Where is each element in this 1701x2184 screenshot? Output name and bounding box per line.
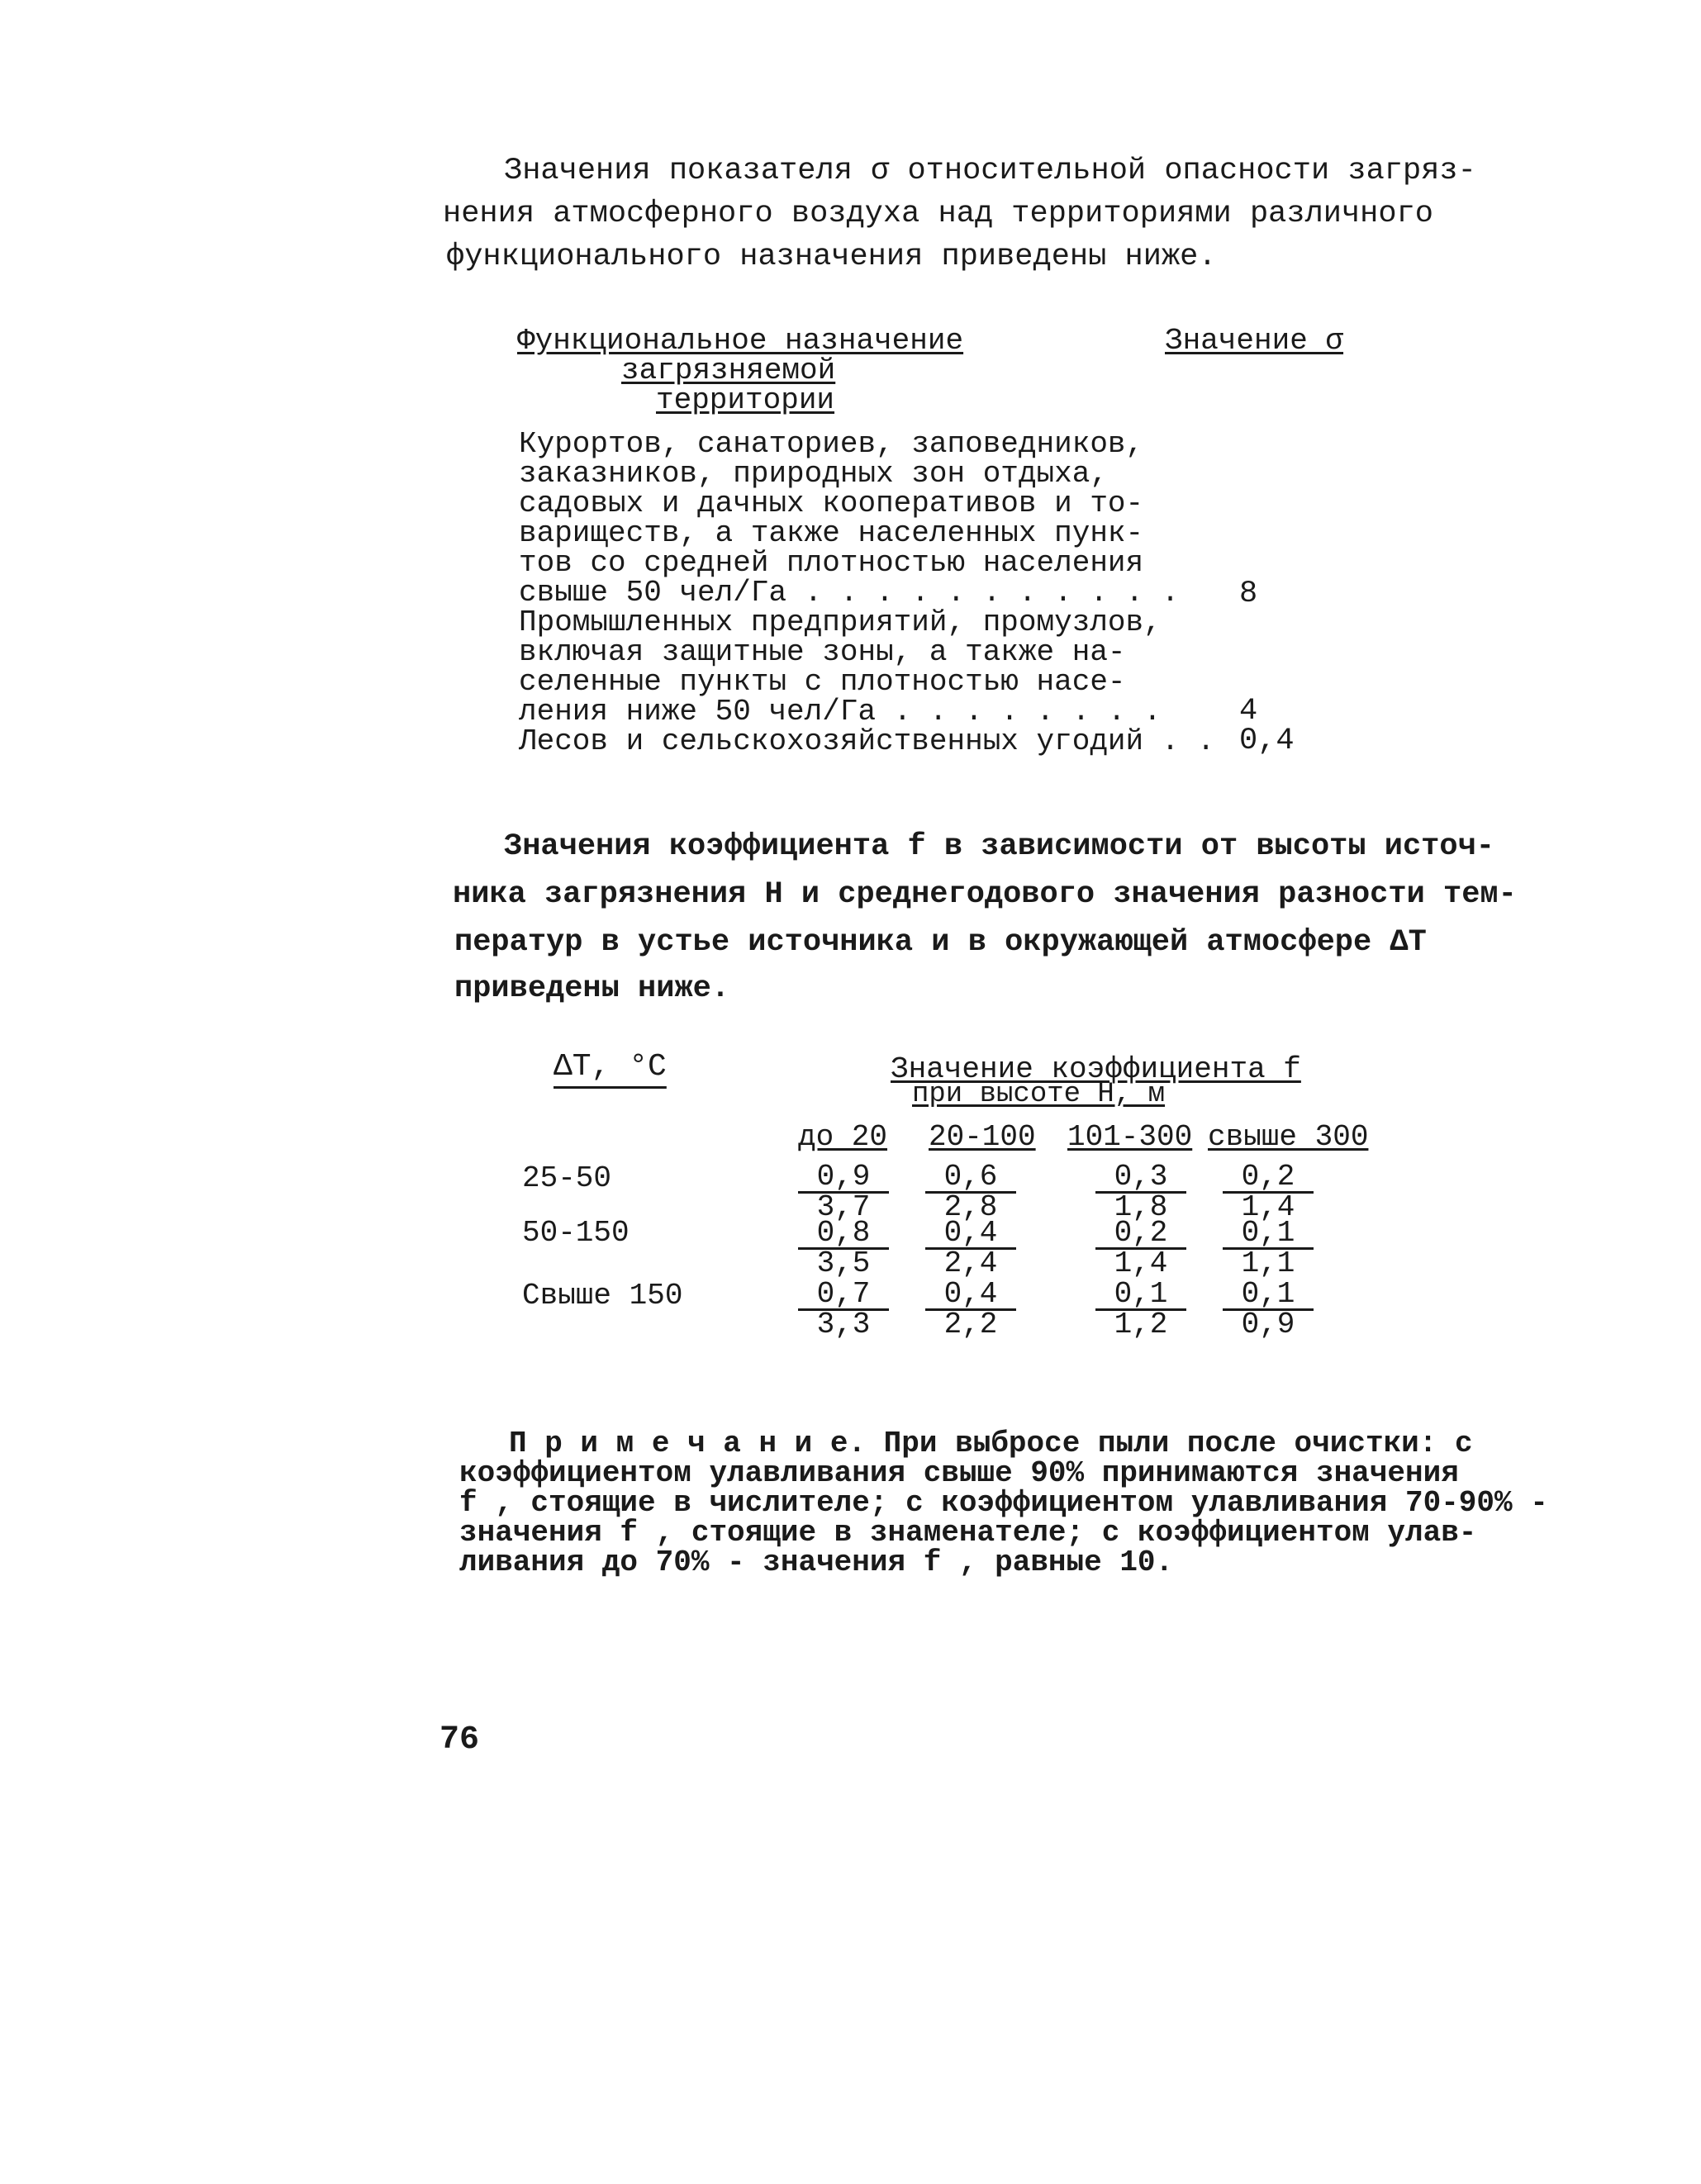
cell-denominator: 1,4 bbox=[1114, 1246, 1168, 1280]
table2-cell bbox=[1223, 1160, 1314, 1224]
cell-numerator: 0,4 bbox=[925, 1280, 1016, 1311]
cell-denominator: 1,8 bbox=[1114, 1190, 1168, 1224]
table2-dt-header: ΔТ, °С bbox=[554, 1049, 667, 1085]
table2-cell bbox=[1095, 1277, 1186, 1341]
table2-col-header: свыше 300 bbox=[1208, 1120, 1369, 1154]
para2-line-2: ника загрязнения Н и среднегодового значения разности тем- bbox=[453, 877, 1517, 912]
table1-row2-line: включая защитные зоны, а также на- bbox=[519, 635, 1126, 669]
cell-numerator: 0,1 bbox=[1095, 1280, 1186, 1311]
table1-row1-value: 8 bbox=[1239, 577, 1258, 611]
cell-denominator: 1,2 bbox=[1114, 1308, 1168, 1341]
table2-cell bbox=[798, 1160, 889, 1224]
cell-numerator: 0,6 bbox=[925, 1163, 1016, 1194]
cell-numerator: 0,9 bbox=[798, 1163, 889, 1194]
table1-row2-line: Промышленных предприятий, промузлов, bbox=[519, 605, 1162, 639]
cell-denominator: 3,5 bbox=[816, 1246, 871, 1280]
para2-line-3: ператур в устье источника и в окружающей атмосфере ΔТ bbox=[454, 925, 1427, 960]
table1-row1-line: Курортов, санаториев, заповедников, bbox=[519, 427, 1144, 461]
table1-row2-line: селенные пункты с плотностью насе- bbox=[519, 665, 1126, 699]
cell-numerator: 0,2 bbox=[1223, 1163, 1314, 1194]
table1-row2-line: ления ниже 50 чел/Га . . . . . . . . bbox=[519, 695, 1162, 729]
cell-numerator: 0,1 bbox=[1223, 1280, 1314, 1311]
note-line-4: значения f , стоящие в знаменателе; с коэффициентом улав- bbox=[459, 1516, 1477, 1550]
cell-denominator: 2,8 bbox=[943, 1190, 998, 1224]
para2-line-1: Значения коэффициента f в зависимости от высоты источ- bbox=[504, 829, 1494, 864]
table1-row2-value: 4 bbox=[1239, 694, 1258, 729]
note-line-1: П р и м е ч а н и е. При выбросе пыли после очистки: с bbox=[509, 1427, 1473, 1460]
table2-row-label: Свыше 150 bbox=[522, 1279, 683, 1313]
cell-numerator: 0,1 bbox=[1223, 1219, 1314, 1250]
table1-header-left-2: загрязняемой bbox=[621, 354, 836, 387]
table2-coef-subheader: при высоте Н, м bbox=[912, 1079, 1166, 1110]
cell-numerator: 0,4 bbox=[925, 1219, 1016, 1250]
table1-row1-line: заказников, природных зон отдыха, bbox=[519, 457, 1108, 491]
table1-row3-value: 0,4 bbox=[1239, 724, 1295, 758]
table1-row3-line: Лесов и сельскохозяйственных угодий . . bbox=[519, 724, 1215, 758]
cell-numerator: 0,3 bbox=[1095, 1163, 1186, 1194]
table1-row1-line: свыше 50 чел/Га . . . . . . . . . . . bbox=[519, 576, 1180, 610]
table1-row1-line: вариществ, а также населенных пунк- bbox=[519, 516, 1144, 550]
table2-cell bbox=[798, 1216, 889, 1280]
para2-line-4: приведены ниже. bbox=[454, 971, 730, 1006]
cell-numerator: 0,7 bbox=[798, 1280, 889, 1311]
table2-cell bbox=[1095, 1216, 1186, 1280]
note-line-5: ливания до 70% - значения f , равные 10. bbox=[459, 1545, 1174, 1579]
note-line-2: коэффициентом улавливания свыше 90% принимаются значения bbox=[459, 1456, 1459, 1490]
table1-header-left-3: территории bbox=[656, 383, 835, 417]
table2-cell bbox=[925, 1216, 1016, 1280]
table2-row-label: 25-50 bbox=[522, 1161, 612, 1195]
cell-denominator: 3,7 bbox=[816, 1190, 871, 1224]
cell-numerator: 0,8 bbox=[798, 1219, 889, 1250]
note-line-3: f , стоящие в числителе; с коэффициентом улавливания 70-90% - bbox=[459, 1486, 1548, 1520]
table2-col-header: до 20 bbox=[798, 1120, 888, 1154]
intro-line-1: Значения показателя σ относительной опасности загряз- bbox=[504, 154, 1476, 188]
table1-row1-line: садовых и дачных кооперативов и то- bbox=[519, 487, 1144, 520]
cell-denominator: 0,9 bbox=[1241, 1308, 1295, 1341]
table2-col-header: 101-300 bbox=[1067, 1120, 1193, 1154]
table2-cell bbox=[925, 1160, 1016, 1224]
table1-header-left-1: Функциональное назначение bbox=[517, 324, 964, 358]
cell-denominator: 2,4 bbox=[943, 1246, 998, 1280]
table1-header-right: Значение σ bbox=[1165, 324, 1344, 358]
cell-denominator: 2,2 bbox=[943, 1308, 998, 1341]
intro-line-2: нения атмосферного воздуха над территориями различного bbox=[443, 197, 1433, 231]
table2-cell bbox=[925, 1277, 1016, 1341]
table2-cell bbox=[1223, 1277, 1314, 1341]
table2-cell bbox=[1095, 1160, 1186, 1224]
page-number: 76 bbox=[440, 1721, 480, 1759]
intro-line-3: функционального назначения приведены ниже. bbox=[446, 240, 1217, 274]
table2-coef-header: Значение коэффициента f bbox=[891, 1052, 1301, 1086]
table2-col-header: 20-100 bbox=[929, 1120, 1036, 1154]
table2-cell bbox=[798, 1277, 889, 1341]
cell-denominator: 1,1 bbox=[1241, 1246, 1295, 1280]
cell-denominator: 1,4 bbox=[1241, 1190, 1295, 1224]
table2-cell bbox=[1223, 1216, 1314, 1280]
cell-denominator: 3,3 bbox=[816, 1308, 871, 1341]
table2-row-label: 50-150 bbox=[522, 1216, 630, 1250]
table1-row1-line: тов со средней плотностью населения bbox=[519, 546, 1144, 580]
cell-numerator: 0,2 bbox=[1095, 1219, 1186, 1250]
